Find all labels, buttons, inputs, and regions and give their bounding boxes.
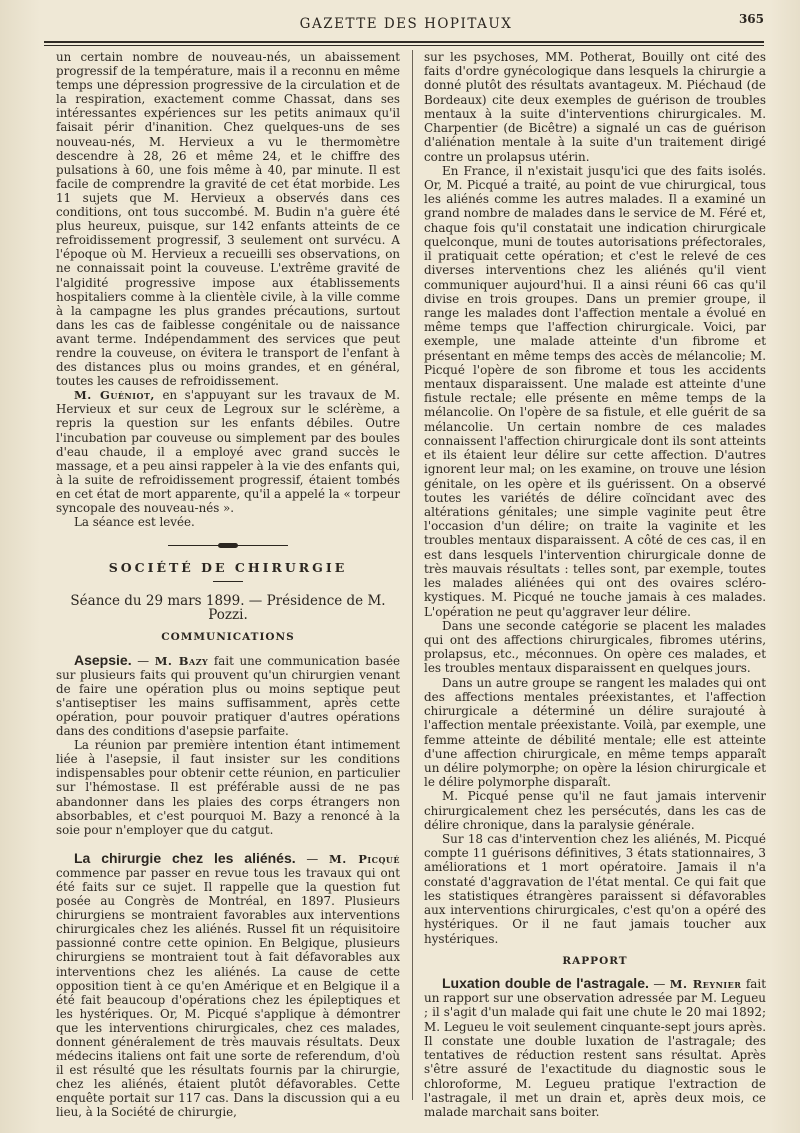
paragraph: Dans un autre groupe se rangent les malades qui ont des affections mentales préexistantes, et l'affection chirurgicale a déterminé un délire surajouté à l'affection mentale préexistante. Voilà, par exemple, une femme atteinte de débilité mentale; elle est atteinte d'une affection chirurgicale, en même temps apparaît un délire polymorphe; on opère la lésion chirurgicale et le délire polymorphe disparaît.: [424, 675, 766, 790]
running-title: GAZETTE DES HOPITAUX: [299, 16, 513, 32]
page-number: 365: [738, 12, 764, 26]
article-title: La chirurgie chez les aliénés.: [74, 849, 296, 866]
paragraph: Dans une seconde catégorie se placent les malades qui ont des affections chirurgicales, fibromes utérins, prolapsus, etc., méconnues. On opère ces malades, et les troubles mentaux disparaissent en quelques jours.: [424, 618, 766, 676]
header-rule-thin: [44, 45, 764, 46]
paragraph: La chirurgie chez les aliénés. — M. Picqué commence par passer en revue tous les travaux qui ont été faits sur ce sujet. Il rappelle que la question fut posée au Congrès de Montréal, en 1897. Plusieurs chirurgiens se montraient favorables aux interventions chirurgicales chez les aliénés. Russel fit un réquisitoire passionné contre cette opinion. En Belgique, plusieurs chirurgiens se montraient tout à fait défavorables aux interventions chez les aliénés. La cause de cette opposition tient à ce qu'en Amérique et en Belgique il a été fait beaucoup d'opérations chez les épileptiques et les hystériques. Or, M. Picqué s'applique à démontrer que les interventions chirurgicales, chez ces malades, donnent généralement de très mauvais résultats. Deux médecins italiens ont fait une sorte de referendum, d'où il est résulté que les résultats fournis par la chirurgie, chez les aliénés, étaient plutôt défavorables. Cette enquête portait sur 117 cas. Dans la discussion qui a eu lieu, à la Société de chirurgie,: [56, 849, 400, 1120]
header-rule: [44, 41, 764, 43]
paragraph: Luxation double de l'astragale. — M. Reynier fait un rapport sur une observation adressée par M. Legueu ; il s'agit d'un malade qui fait une chute le 20 mai 1892; M. Legueu le voit seulement cinquante-sept jours après. Il constate une double luxation de l'astragale; des tentatives de réduction restent sans résultat. Après s'être assuré de l'exactitude du diagnostic sous le chloroforme, M. Legueu pratique l'extraction de l'astragale, il met un drain et, après deux mois, ce malade marchait sans boiter.: [424, 975, 767, 1119]
paragraph: La réunion par première intention étant intimement liée à l'asepsie, il faut insister sur les conditions indispensables pour obtenir cette réunion, en particulier sur l'hémostase. Il est préférable aussi de ne pas abandonner dans les plaies des corps étrangers non absorbables, et c'est pourquoi M. Bazy a renoncé à la soie pour n'employer que du catgut.: [56, 738, 400, 837]
paragraph-text: en s'appuyant sur les travaux de M. Hervieux et sur ceux de Legroux sur le sclérème, a repris la question sur les enfants débiles. Outre l'incubation par couveuse ou simplement par des boules d'eau chaude, il a employé avec grand succès le massage, et a peu ainsi rappeler à la vie des enfants qui, à la suite de refroidissement progressif, étaient tombés en cet état de mort apparente, qu'il a appelé la « torpeur syncopale des nouveau-nés ».: [56, 388, 400, 515]
short-rule: [213, 581, 243, 582]
ornament-divider: [168, 543, 288, 549]
paragraph: La séance est levée.: [74, 515, 195, 530]
column-divider: [412, 50, 413, 1100]
paragraph: un certain nombre de nouveau-nés, un abaissement progressif de la température, mais il a reconnu en même temps une dépression progressive de la circulation et de la respiration, exactement comme Chassat, dans ses intéressantes expériences sur les petits animaux qu'il faisait périr d'inanition. Chez quelques-uns de ses nouveau-nés, M. Hervieux a vu le thermomètre descendre à 28, 26 et même 24, et le chiffre des pulsations à 60, une fois même à 40, par minute. Il est facile de comprendre la gravité de cet état morbide. Les 11 sujets que M. Hervieux a observés dans ces conditions, ont tous succombé. M. Budin n'a guère été plus heureux, puisque, sur 142 enfants atteints de ce refroidissement progressif, 3 seulement ont survécu. A l'époque où M. Hervieux a recueilli ses observations, on ne connaissait point la couveuse. L'extrême gravité de l'algidité progressive impose aux établissements hospitaliers comme à la clientèle civile, à la ville comme à la campagne les plus grandes précautions, surtout dans les cas de faiblesse congénitale ou de naissance avant terme. Indépendamment des services que peut rendre la couveuse, on évitera le transport de l'enfant à des distances plus ou moins grandes, et en général, toutes les causes de refroidissement.: [56, 50, 400, 389]
right-column: [424, 50, 766, 1119]
paragraph: En France, il n'existait jusqu'ici que des faits isolés. Or, M. Picqué a traité, au point de vue chirurgical, tous les aliénés comme les autres malades. Il a examiné un grand nombre de malades dans le service de M. Féré et, chaque fois qu'il constatait une indication chirurgicale quelconque, muni de toutes autorisations préfectorales, il pratiquait cette opération; et c'est le relevé de ces diverses interventions chez les aliénés qu'il vient communiquer aujourd'hui. Il a ainsi réuni 66 cas qu'il divise en trois groupes. Dans un premier groupe, il range les malades dont l'affection mentale a évolué en même temps que l'affection chirurgicale. Voici, par exemple, une malade atteinte d'un fibrome et présentant en même temps des accès de mélancolie; M. Picqué l'opère de son fibrome et tous les accidents mentaux disparaissent. Une malade est atteinte d'une fistule rectale; elle présente en même temps de la mélancolie. On l'opère de sa fistule, et elle guérit de sa mélancolie. Un certain nombre de ces malades connaissent l'affection chirurgicale dont ils sont atteints et ils étaient leur délire sur cette affection. D'autres ignorent leur mal; on les examine, on trouve une lésion génitale, on les opère et ils guérissent. On a observé toutes les variétés de délire coïncidant avec des altérations génitales; une simple vaginite peut être l'occasion d'un délire; on traite la vaginite et les troubles mentaux disparaissent. A côté de ces cas, il en est dans lesquels l'intervention chirurgicale donne de très mauvais résultats : telles sont, par exemple, toutes les malades aliénées qui ont des ovaires scléro-kystiques. M. Picqué ne touche jamais à ces malades. L'opération ne peut qu'aggraver leur délire.: [424, 163, 766, 619]
paragraph-text: fait un rapport sur une observation adressée par M. Legueu ; il s'agit d'un malade qui fait une chute le 20 mai 1892; M. Legueu le voit seulement cinquante-sept jours après. Il constate une double luxation de l'astragale; des tentatives de réduction restent sans résultat. Après s'être assuré de l'exactitude du diagnostic sous le chloroforme, M. Legueu pratique l'extraction de l'astragale, il met un drain et, après deux mois, ce malade marchait sans boiter.: [424, 977, 767, 1119]
page-header: [56, 12, 764, 34]
paragraph: sur les psychoses, MM. Potherat, Bouilly ont cité des faits d'ordre gynécologique dans lesquels la chirurgie a donné plutôt des résultats avantageux. M. Piéchaud (de Bordeaux) cite deux exemples de guérison de troubles mentaux à la suite d'interventions chirurgicales. M. Charpentier (de Bicêtre) a signalé un cas de guérison d'aliénation mentale à la suite d'un traitement dirigé contre un prolapsus utérin.: [424, 50, 766, 164]
subsection-title: RAPPORT: [562, 954, 628, 967]
paragraph: Sur 18 cas d'intervention chez les aliénés, M. Picqué compte 11 guérisons définitives, 3 états stationnaires, 3 améliorations et 1 mort opératoire. Jamais il n'a constaté d'aggravation de l'état mental. Ce qui fait que les statistiques étrangères paraissent si défavorables aux interventions chirurgicales, c'est qu'on a opéré des hystériques. Or il ne faut jamais toucher aux hystériques.: [424, 832, 766, 946]
speaker-name: M. Reynier: [669, 977, 742, 991]
subsection-title: COMMUNICATIONS: [161, 631, 295, 644]
paragraph: M. Picqué pense qu'il ne faut jamais intervenir chirurgicalement chez les persécutés, dans les cas de délire chronique, dans la paralysie générale.: [424, 789, 766, 832]
session-line: Séance du 29 mars 1899. — Présidence de M. Pozzi.: [70, 593, 386, 624]
paragraph-text: fait une communication basée sur plusieurs faits qui prouvent qu'un chirurgien venant de faire une opération plus ou moins septique peut s'antiseptiser les mains suffisamment, après cette opération, pour pouvoir pratiquer d'autres opérations dans des conditions d'asepsie parfaite.: [56, 653, 401, 739]
spacer: [56, 837, 400, 851]
speaker-name: M. Guéniot,: [74, 388, 155, 403]
article-title: Asepsie.: [74, 651, 132, 668]
article-title: Luxation double de l'astragale.: [442, 975, 649, 991]
paragraph: Asepsie. — M. Bazy fait une communication basée sur plusieurs faits qui prouvent qu'un chirurgien venant de faire une opération plus ou moins septique peut s'antiseptiser les mains suffisamment, après cette opération, pour pouvoir pratiquer d'autres opérations dans des conditions d'asepsie parfaite.: [56, 651, 401, 739]
speaker-name: M. Bazy: [154, 653, 209, 668]
section-title: SOCIÉTÉ DE CHIRURGIE: [108, 560, 348, 576]
paragraph-text: commence par passer en revue tous les travaux qui ont été faits sur ce sujet. Il rappelle que la question fut posée au Congrès de Montréal, en 1897. Plusieurs chirurgiens se montraient favorables aux interventions chirurgicales chez les aliénés. Russel fit un réquisitoire passionné contre cette opinion. En Belgique, plusieurs chirurgiens se montraient tout à fait défavorables aux interventions chez les aliénés. La cause de cette opposition tient à ce qu'en Amérique et en Belgique il a été fait beaucoup d'opérations chez les épileptiques et les hystériques. Or, M. Picqué s'applique à démontrer que les interventions chirurgicales, chez ces malades, donnent généralement de très mauvais résultats. Deux médecins italiens ont fait une sorte de referendum, d'où il est résulté que les résultats fournis par la chirurgie, chez les aliénés, étaient plutôt défavorables. Cette enquête portait sur 117 cas. Dans la discussion qui a eu lieu, à la Société de chirurgie,: [56, 865, 400, 1120]
speaker-name: M. Picqué: [328, 851, 400, 866]
left-column: [56, 50, 400, 1120]
paragraph: [56, 388, 400, 515]
